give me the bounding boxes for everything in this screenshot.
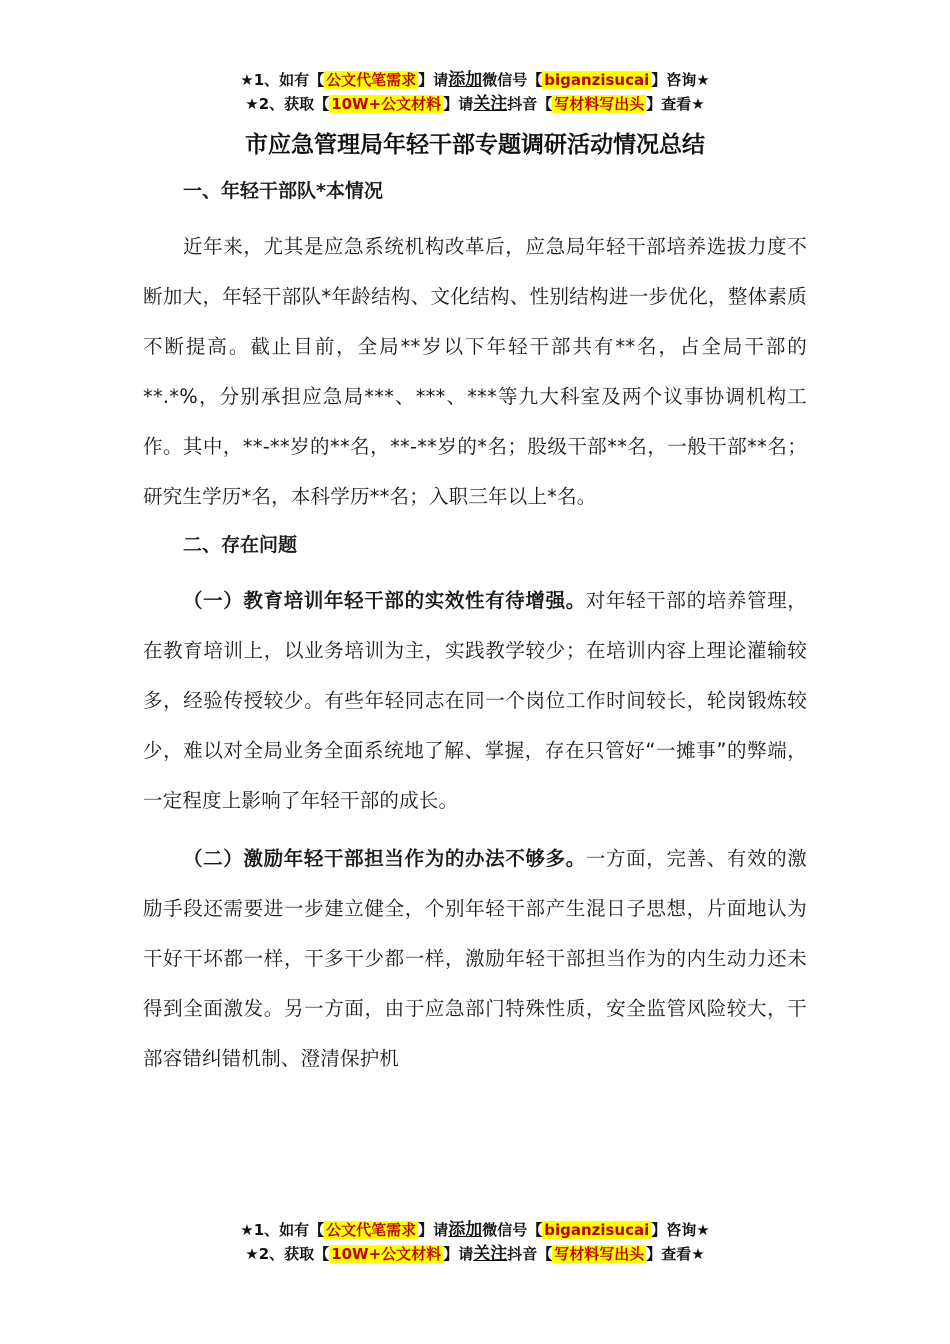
banner-line-2: ★2、获取【 10W+公文材料 】请关注抖音【 写材料写出头 】查看★ (245, 94, 705, 114)
banner-highlight: biganzisucai (544, 71, 650, 89)
banner-highlight: 10W+公文材料 (331, 1245, 442, 1263)
banner-line-1: ★1、如有【 公文代笔需求 】请添加微信号【 biganzisucai 】咨询★ (240, 70, 710, 90)
banner-highlight: 写材料写出头 (554, 95, 645, 113)
banner-highlight: 公文代笔需求 (326, 1221, 417, 1239)
header-banner (0, 68, 950, 116)
banner-line-2: ★2、获取【 10W+公文材料 】请关注抖音【 写材料写出头 】查看★ (245, 1244, 705, 1264)
banner-highlight: 写材料写出头 (554, 1245, 645, 1263)
banner-highlight: biganzisucai (544, 1221, 650, 1239)
document-body (143, 128, 807, 1084)
section-heading-2: 二、存在问题 (183, 534, 298, 556)
paragraph-basic-info: 近年来，尤其是应急系统机构改革后，应急局年轻干部培养选拔力度不断加大，年轻干部队*年龄结构、文化结构、性别结构进一步优化，整体素质不断提高。截止目前，全局**岁以下年轻干部共有**名，占全局干部的**.*%，分别承担应急局***、***、***等九大科室及两个议事协调机构工作。其中，**-**岁的**名，**-**岁的*名；股级干部**名，一般干部**名；研究生学历*名，本科学历**名；入职三年以上*名。 (143, 235, 807, 508)
paragraph-problem-1 (143, 576, 807, 826)
banner-highlight: 公文代笔需求 (326, 71, 417, 89)
paragraph-problem-2 (143, 834, 807, 1084)
banner-highlight: 10W+公文材料 (331, 95, 442, 113)
problem-1-lead: （一）教育培训年轻干部的实效性有待增强。 (183, 589, 586, 612)
problem-2-lead: （二）激励年轻干部担当作为的办法不够多。 (183, 847, 586, 870)
banner-line-1: ★1、如有【 公文代笔需求 】请添加微信号【 biganzisucai 】咨询★ (240, 1220, 710, 1240)
section-heading-1: 一、年轻干部队*本情况 (183, 180, 383, 202)
footer-banner (0, 1218, 950, 1266)
document-title: 市应急管理局年轻干部专题调研活动情况总结 (245, 132, 705, 158)
problem-1-body: 对年轻干部的培养管理，在教育培训上，以业务培训为主，实践教学较少；在培训内容上理论灌输较多，经验传授较少。有些年轻同志在同一个岗位工作时间较长，轮岗锻炼较少，难以对全局业务全面系统地了解、掌握，存在只管好“一摊事”的弊端，一定程度上影响了年轻干部的成长。 (143, 589, 807, 812)
problem-2-body: 一方面，完善、有效的激励手段还需要进一步建立健全，个别年轻干部产生混日子思想，片面地认为干好干坏都一样，干多干少都一样，激励年轻干部担当作为的内生动力还未得到全面激发。另一方面，由于应急部门特殊性质，安全监管风险较大，干部容错纠错机制、澄清保护机 (143, 847, 807, 1070)
